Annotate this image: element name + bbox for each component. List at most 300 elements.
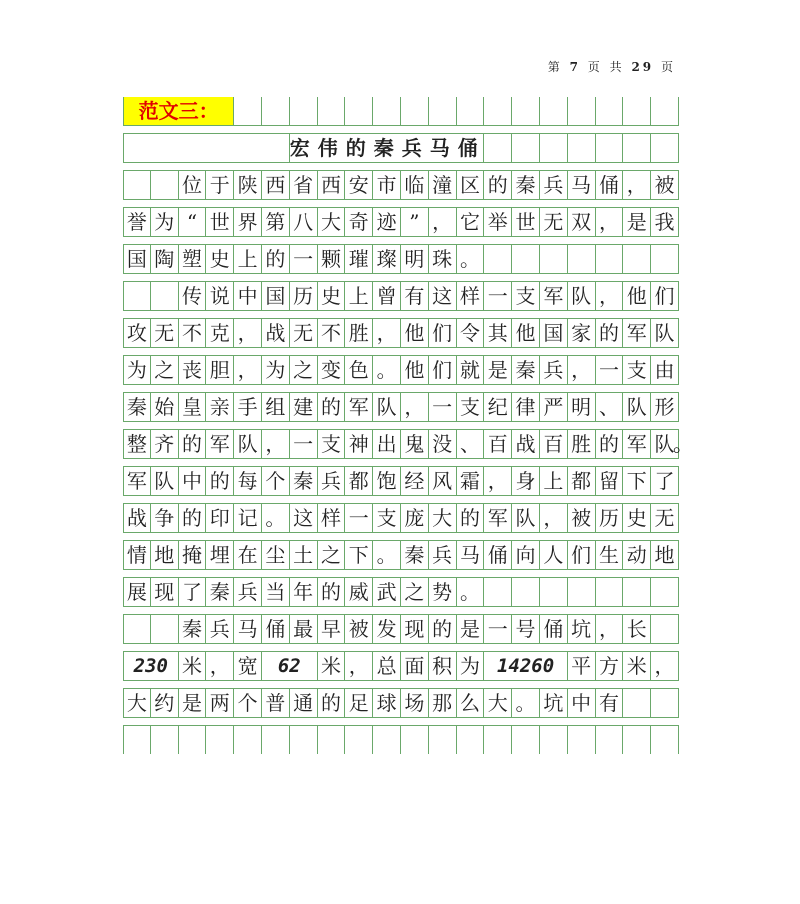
character-cell: 队 [151, 467, 179, 495]
character-cell: 是 [484, 356, 512, 384]
character-cell: 最 [290, 615, 318, 643]
row-separator [123, 458, 679, 467]
row-separator [123, 199, 679, 208]
character-cell: 队 [568, 282, 596, 310]
character-cell: 方 [596, 652, 624, 680]
character-cell: 为 [151, 208, 179, 236]
character-cell: 色 [345, 356, 373, 384]
character-cell: 经 [401, 467, 429, 495]
character-cell: 势 [429, 578, 457, 606]
character-cell: 的 [179, 504, 207, 532]
character-cell: 俑 [540, 615, 568, 643]
grid-cell [596, 726, 624, 754]
character-cell: 建 [290, 393, 318, 421]
row-separator [123, 384, 679, 393]
character-cell: 当 [262, 578, 290, 606]
character-cell: 军 [206, 430, 234, 458]
character-cell: 西 [262, 171, 290, 199]
grid-cell [540, 245, 568, 273]
character-cell: 的 [457, 504, 485, 532]
character-cell: 是 [179, 689, 207, 717]
character-cell: 掩 [179, 541, 207, 569]
character-cell: ， [484, 467, 512, 495]
character-cell: 上 [540, 467, 568, 495]
grid-cell [651, 615, 679, 643]
page-number-prefix: 第 [547, 60, 563, 74]
text-line [123, 504, 679, 532]
character-cell: 队 [651, 319, 679, 347]
character-cell: 胜 [568, 430, 596, 458]
grid-cell [623, 97, 651, 125]
grid-cell [179, 726, 207, 754]
character-cell: ， [568, 356, 596, 384]
character-cell: 中 [234, 282, 262, 310]
text-line [123, 208, 679, 236]
essay-heading [123, 97, 234, 125]
character-cell: 发 [373, 615, 401, 643]
character-cell: 之 [151, 356, 179, 384]
character-cell: 誉 [123, 208, 151, 236]
character-cell: 齐 [151, 430, 179, 458]
character-cell: ， [373, 319, 401, 347]
character-cell: 积 [429, 652, 457, 680]
character-cell: 其 [484, 319, 512, 347]
row-separator [123, 643, 679, 652]
text-line [123, 689, 679, 717]
grid-cell [596, 245, 624, 273]
grid-cell [568, 134, 596, 162]
character-cell: 丧 [179, 356, 207, 384]
character-cell: 为 [457, 652, 485, 680]
character-cell: 举 [484, 208, 512, 236]
character-cell: 队 [651, 430, 679, 458]
character-cell: 个 [234, 689, 262, 717]
character-cell: 历 [290, 282, 318, 310]
character-cell: 马 [234, 615, 262, 643]
character-cell: 都 [568, 467, 596, 495]
character-cell: 尘 [262, 541, 290, 569]
character-cell: 临 [401, 171, 429, 199]
character-cell: 军 [345, 393, 373, 421]
text-line [123, 171, 679, 199]
character-cell: 不 [179, 319, 207, 347]
character-cell: 大 [429, 504, 457, 532]
character-cell: 230 [123, 652, 179, 680]
character-cell: 宽 [234, 652, 262, 680]
character-cell: 双 [568, 208, 596, 236]
character-cell: 的 [596, 430, 624, 458]
character-cell: 被 [345, 615, 373, 643]
character-cell: 们 [651, 282, 679, 310]
text-line [123, 578, 679, 606]
character-cell: 身 [512, 467, 540, 495]
character-cell: 鬼 [401, 430, 429, 458]
character-cell: 塑 [179, 245, 207, 273]
grid-cell [401, 726, 429, 754]
character-cell: 世 [206, 208, 234, 236]
grid-cell [373, 726, 401, 754]
character-cell: 秦 [512, 356, 540, 384]
grid-cell [484, 245, 512, 273]
character-cell: 令 [457, 319, 485, 347]
character-cell: 他 [401, 356, 429, 384]
character-cell: 手 [234, 393, 262, 421]
character-cell: 的 [484, 171, 512, 199]
grid-cell [290, 726, 318, 754]
character-cell: 国 [262, 282, 290, 310]
character-cell: 早 [318, 615, 346, 643]
character-cell: 武 [373, 578, 401, 606]
grid-cell [540, 578, 568, 606]
character-cell: 由 [651, 356, 679, 384]
text-line [123, 430, 693, 458]
character-cell: 一 [290, 430, 318, 458]
grid-cell [484, 134, 512, 162]
grid-cell [623, 726, 651, 754]
character-cell: 八 [290, 208, 318, 236]
character-cell: 饱 [373, 467, 401, 495]
character-cell: 安 [345, 171, 373, 199]
grid-cell [457, 726, 485, 754]
character-cell: 。 [373, 356, 401, 384]
character-cell: 面 [401, 652, 429, 680]
character-cell: 变 [318, 356, 346, 384]
character-cell: 历 [596, 504, 624, 532]
grid-cell [429, 97, 457, 125]
character-cell: 史 [206, 245, 234, 273]
character-cell: 迹 [373, 208, 401, 236]
character-cell: 。 [457, 578, 485, 606]
character-cell: 一 [290, 245, 318, 273]
character-cell: 界 [234, 208, 262, 236]
character-cell: ， [345, 652, 373, 680]
character-cell: ， [596, 208, 624, 236]
character-cell: 支 [373, 504, 401, 532]
grid-cell [234, 97, 262, 125]
text-line [123, 726, 679, 754]
row-separator [123, 273, 679, 282]
grid-cell [512, 245, 540, 273]
character-cell: 兵 [206, 615, 234, 643]
character-cell: 生 [596, 541, 624, 569]
text-line [123, 282, 679, 310]
character-cell: ， [596, 615, 624, 643]
character-cell: 米 [623, 652, 651, 680]
character-cell: 军 [123, 467, 151, 495]
character-cell: 严 [540, 393, 568, 421]
character-cell: ” [401, 208, 429, 236]
character-cell: 。 [512, 689, 540, 717]
grid-cell [651, 578, 679, 606]
character-cell: 一 [429, 393, 457, 421]
title-row [123, 134, 679, 162]
grid-cell [318, 726, 346, 754]
character-cell: 组 [262, 393, 290, 421]
grid-cell [429, 726, 457, 754]
character-cell: 。 [457, 245, 485, 273]
character-cell: 秦 [290, 467, 318, 495]
character-cell: 中 [179, 467, 207, 495]
grid-cell [457, 97, 485, 125]
character-cell: 俑 [262, 615, 290, 643]
character-cell: 明 [401, 245, 429, 273]
character-cell: 场 [401, 689, 429, 717]
character-cell: ， [429, 208, 457, 236]
character-cell: 的 [318, 689, 346, 717]
character-cell: 曾 [373, 282, 401, 310]
character-cell: 中 [568, 689, 596, 717]
character-cell: 大 [123, 689, 151, 717]
character-cell: 总 [373, 652, 401, 680]
character-cell: 威 [345, 578, 373, 606]
character-cell: 62 [262, 652, 318, 680]
character-cell: 他 [512, 319, 540, 347]
grid-cell [596, 134, 624, 162]
character-cell: 。 [262, 504, 290, 532]
character-cell: 、 [457, 430, 485, 458]
character-cell: 记 [234, 504, 262, 532]
character-cell: 出 [373, 430, 401, 458]
character-cell: 的 [318, 393, 346, 421]
character-cell: 神 [345, 430, 373, 458]
text-line [123, 319, 679, 347]
grid-cell [651, 245, 679, 273]
grid-cell [596, 97, 624, 125]
grid-cell [512, 97, 540, 125]
character-cell: 支 [457, 393, 485, 421]
composition-grid-paper [123, 97, 693, 754]
character-cell: 地 [651, 541, 679, 569]
character-cell: 第 [262, 208, 290, 236]
character-cell: 的 [429, 615, 457, 643]
character-cell: 有 [401, 282, 429, 310]
character-cell: ， [234, 319, 262, 347]
character-cell: 坑 [568, 615, 596, 643]
character-cell: 军 [623, 430, 651, 458]
character-cell: 纪 [484, 393, 512, 421]
character-cell: 西 [318, 171, 346, 199]
character-cell: ， [401, 393, 429, 421]
character-cell: 队 [234, 430, 262, 458]
grid-cell [623, 134, 651, 162]
text-line [123, 467, 679, 495]
character-cell: 它 [457, 208, 485, 236]
character-cell: 说 [206, 282, 234, 310]
character-cell: 、 [596, 393, 624, 421]
character-cell: 动 [623, 541, 651, 569]
character-cell: 米 [318, 652, 346, 680]
text-line [123, 393, 679, 421]
character-cell: 战 [262, 319, 290, 347]
character-cell: 么 [457, 689, 485, 717]
text-line [123, 356, 679, 384]
grid-cell [512, 134, 540, 162]
character-cell: 支 [512, 282, 540, 310]
character-cell: 约 [151, 689, 179, 717]
character-cell: 球 [373, 689, 401, 717]
character-cell: 的 [179, 430, 207, 458]
row-separator [123, 495, 679, 504]
title-indent [123, 134, 290, 162]
grid-cell [345, 97, 373, 125]
row-separator [123, 680, 679, 689]
character-cell: 俑 [596, 171, 624, 199]
character-cell: 队 [512, 504, 540, 532]
grid-cell [290, 97, 318, 125]
character-cell: 们 [568, 541, 596, 569]
character-cell: 两 [206, 689, 234, 717]
character-cell: ， [262, 430, 290, 458]
character-cell: 足 [345, 689, 373, 717]
character-cell: 风 [429, 467, 457, 495]
character-cell: 于 [206, 171, 234, 199]
row-separator [123, 125, 679, 134]
character-cell: 市 [373, 171, 401, 199]
character-cell: 家 [568, 319, 596, 347]
character-cell: 队 [373, 393, 401, 421]
character-cell: ， [596, 282, 624, 310]
character-cell: 战 [512, 430, 540, 458]
row-separator [123, 569, 679, 578]
character-cell: 国 [123, 245, 151, 273]
text-line [123, 652, 679, 680]
character-cell: 无 [540, 208, 568, 236]
character-cell: 那 [429, 689, 457, 717]
character-cell: “ [179, 208, 207, 236]
row-separator [123, 606, 679, 615]
character-cell: 璀 [345, 245, 373, 273]
row-separator [123, 421, 679, 430]
character-cell: 现 [401, 615, 429, 643]
character-cell: 一 [596, 356, 624, 384]
character-cell: 长 [623, 615, 651, 643]
grid-cell [540, 726, 568, 754]
character-cell: 形 [651, 393, 679, 421]
character-cell: 秦 [179, 615, 207, 643]
character-cell: 一 [484, 282, 512, 310]
row-separator [123, 236, 679, 245]
character-cell: 珠 [429, 245, 457, 273]
grid-cell [206, 726, 234, 754]
character-cell: 史 [318, 282, 346, 310]
character-cell: 展 [123, 578, 151, 606]
character-cell: 争 [151, 504, 179, 532]
character-cell: 们 [429, 319, 457, 347]
grid-cell [484, 578, 512, 606]
row-separator [123, 347, 679, 356]
text-line [123, 615, 679, 643]
character-cell: ， [651, 652, 679, 680]
character-cell: 秦 [123, 393, 151, 421]
page-number-suffix: 页 [660, 60, 676, 74]
character-cell: 通 [290, 689, 318, 717]
essay-body [123, 171, 693, 754]
character-cell: 现 [151, 578, 179, 606]
grid-cell [123, 726, 151, 754]
character-cell: 世 [512, 208, 540, 236]
character-cell: 霜 [457, 467, 485, 495]
essay-heading-text: 范文三： [138, 99, 219, 123]
grid-cell [651, 726, 679, 754]
character-cell: 了 [651, 467, 679, 495]
character-cell: 有 [596, 689, 624, 717]
character-cell: 大 [484, 689, 512, 717]
character-cell: 军 [623, 319, 651, 347]
character-cell: ， [540, 504, 568, 532]
character-cell: 向 [512, 541, 540, 569]
grid-cell [318, 97, 346, 125]
page-number-current: 7 [569, 60, 581, 74]
character-cell: 无 [151, 319, 179, 347]
character-cell: 国 [540, 319, 568, 347]
character-cell: 被 [651, 171, 679, 199]
grid-cell [540, 134, 568, 162]
character-cell: 战 [123, 504, 151, 532]
grid-cell [568, 578, 596, 606]
character-cell: 秦 [512, 171, 540, 199]
character-cell: 省 [290, 171, 318, 199]
character-cell: 胆 [206, 356, 234, 384]
grid-cell [151, 726, 179, 754]
character-cell: 潼 [429, 171, 457, 199]
grid-cell [512, 726, 540, 754]
character-cell: 年 [290, 578, 318, 606]
character-cell: 马 [568, 171, 596, 199]
character-cell: 不 [318, 319, 346, 347]
character-cell: 米 [179, 652, 207, 680]
grid-cell [373, 97, 401, 125]
grid-cell [651, 97, 679, 125]
grid-cell [651, 134, 679, 162]
character-cell: 之 [318, 541, 346, 569]
character-cell: 坑 [540, 689, 568, 717]
character-cell: 情 [123, 541, 151, 569]
indent-cell [123, 615, 151, 643]
indent-cell [151, 615, 179, 643]
character-cell: 没 [429, 430, 457, 458]
grid-cell [596, 578, 624, 606]
character-cell: 埋 [206, 541, 234, 569]
character-cell: ， [623, 171, 651, 199]
character-cell: 皇 [179, 393, 207, 421]
character-cell: 这 [290, 504, 318, 532]
character-cell: 留 [596, 467, 624, 495]
character-cell: 是 [457, 615, 485, 643]
character-cell: 个 [262, 467, 290, 495]
character-cell: 为 [123, 356, 151, 384]
character-cell: 秦 [401, 541, 429, 569]
grid-cell [484, 726, 512, 754]
character-cell: ， [234, 356, 262, 384]
grid-cell [568, 726, 596, 754]
character-cell: 克 [206, 319, 234, 347]
character-cell: 马 [457, 541, 485, 569]
row-separator [123, 717, 679, 726]
character-cell: 上 [345, 282, 373, 310]
character-cell: 就 [457, 356, 485, 384]
character-cell: 璨 [373, 245, 401, 273]
character-cell: 每 [234, 467, 262, 495]
grid-cell [345, 726, 373, 754]
character-cell: 奇 [345, 208, 373, 236]
character-cell: 。 [373, 541, 401, 569]
character-cell: 普 [262, 689, 290, 717]
character-cell: 兵 [540, 171, 568, 199]
row-separator [123, 162, 679, 171]
character-cell: 兵 [540, 356, 568, 384]
page-number-middle: 页 共 [587, 60, 625, 74]
character-cell: 这 [429, 282, 457, 310]
